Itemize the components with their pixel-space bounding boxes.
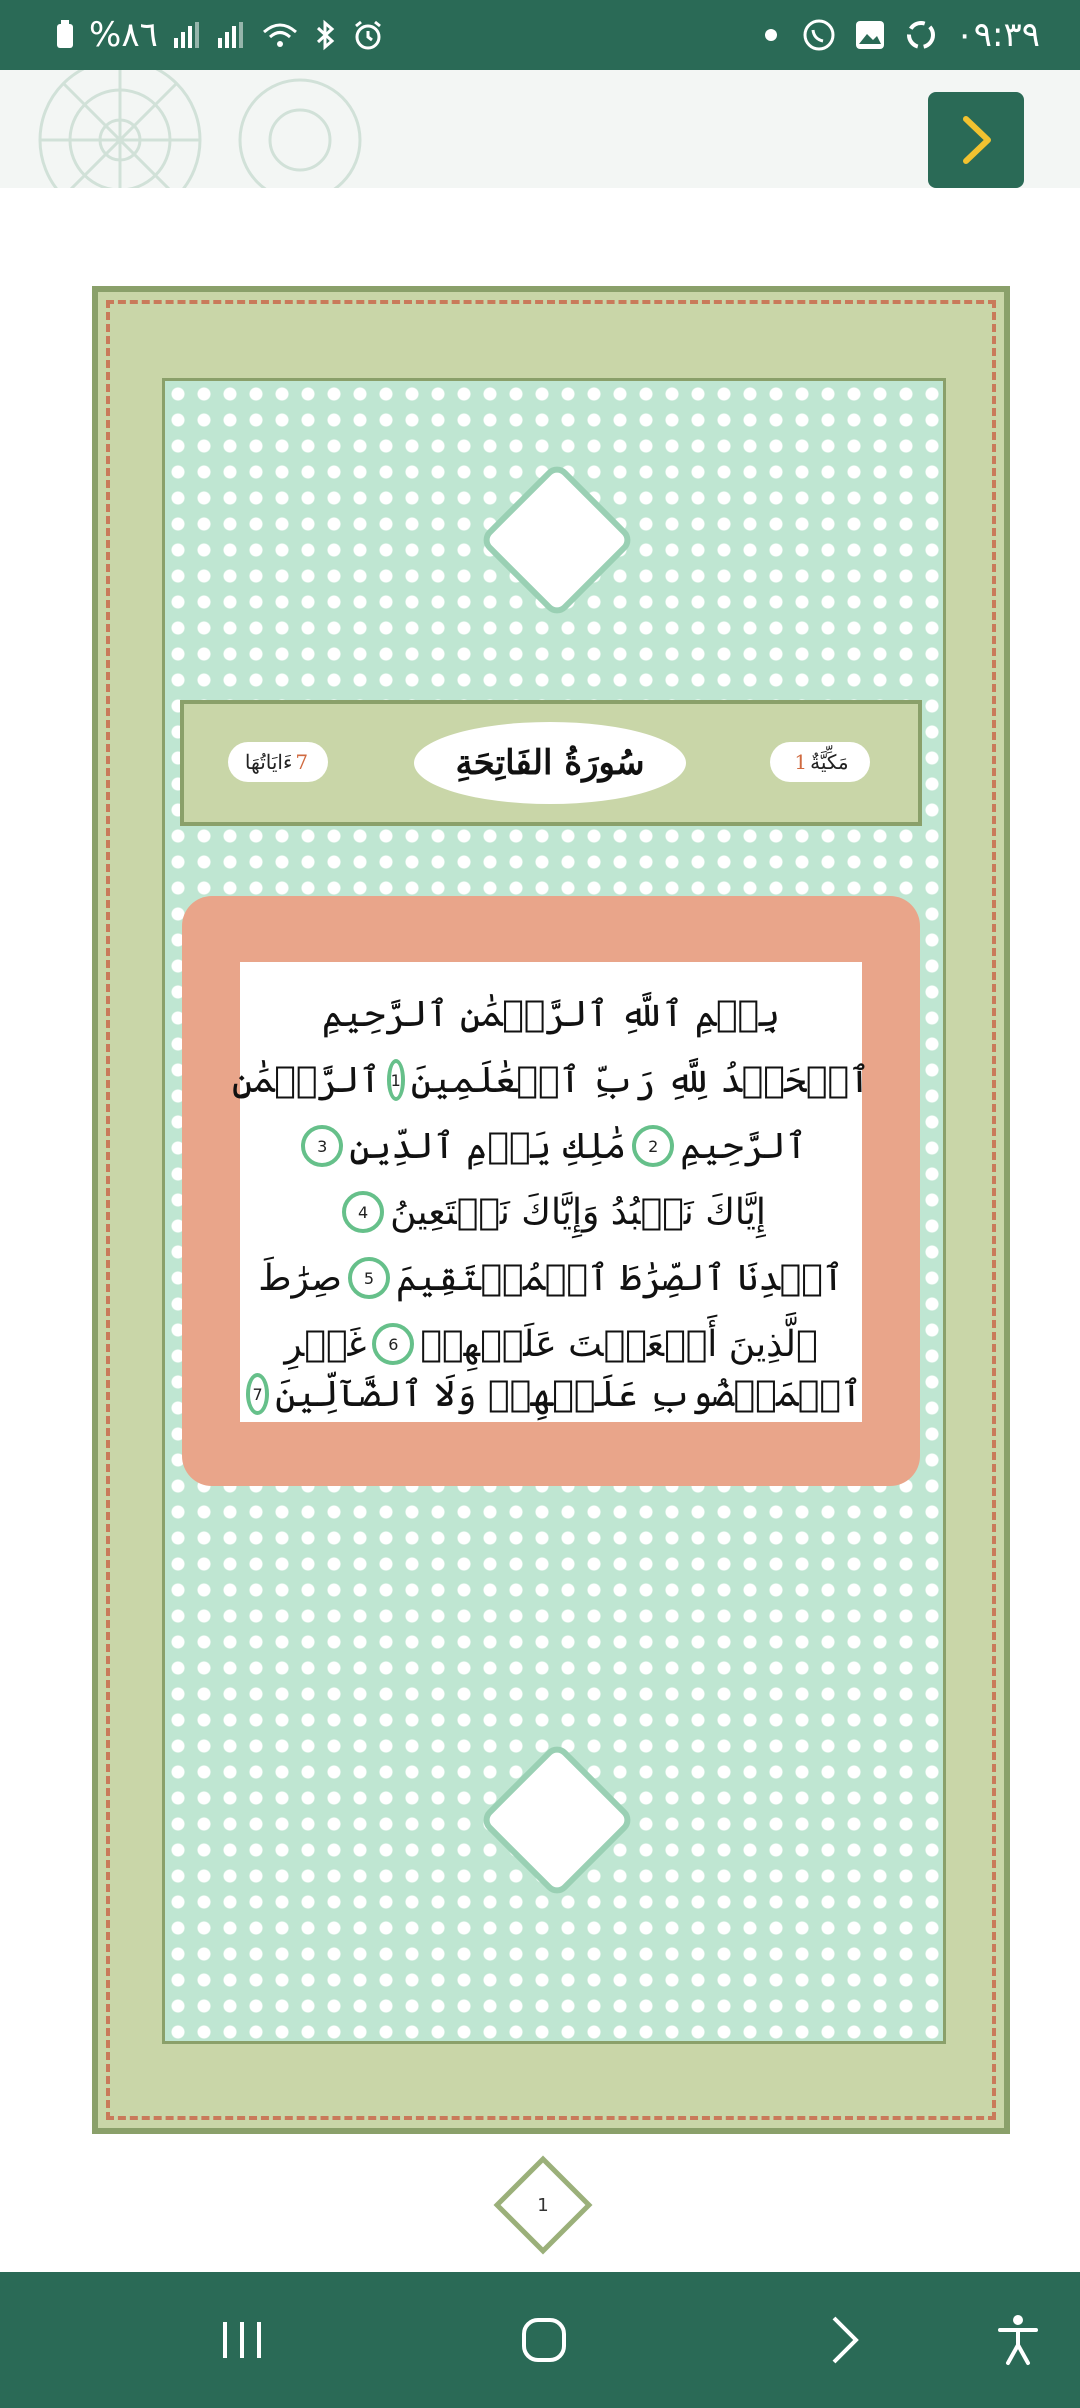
verse-text: ٱلرَّحِيمِ [680,1125,807,1167]
verse-text: ٱهۡدِنَا ٱلصِّرَٰطَ ٱلۡمُسۡتَقِيمَ [395,1257,844,1299]
ayah-number-mark: 3 [301,1125,343,1167]
back-icon [824,2314,864,2366]
bottom-medallion [476,1744,626,1934]
signal-icon [172,15,202,55]
accessibility-icon [996,2313,1040,2367]
ayah-number-mark: 5 [348,1257,390,1299]
verse-text: صِرَٰطَ [258,1257,342,1299]
verse-text: إِيَّاكَ نَعۡبُدُ وَإِيَّاكَ نَسۡتَعِينُ [390,1191,766,1233]
recent-apps-button[interactable] [202,2300,282,2380]
ayah-number-mark: 1 [387,1059,405,1101]
chevron-right-icon [956,113,996,167]
home-button[interactable] [504,2300,584,2380]
header-ornament [0,70,420,188]
header [0,70,1080,188]
verse-text: ٱلۡمَغۡضُوبِ عَلَيۡهِمۡ وَلَا ٱلضَّآلِّينَ [275,1373,862,1415]
bluetooth-icon [314,15,338,55]
ayah-number-mark: 2 [632,1125,674,1167]
verses [231,962,871,1422]
verse-line [240,1354,862,1434]
status-right [765,12,1040,58]
top-medallion [476,464,626,654]
ayah-number-mark: 7 [246,1373,269,1415]
page-number: 1 [537,2194,549,2216]
ayat-count-tag [228,742,328,782]
revelation-number: 1 [794,750,808,774]
verse-box [231,962,871,1422]
verse-text: ٱلرَّحۡمَٰنِ [231,1059,381,1101]
home-icon [519,2315,569,2365]
ayat-label: ءَايَاتُهَا [244,750,293,774]
battery-percent: %٨٦ [89,15,158,55]
verse-text: ٱلَّذِينَ أَنۡعَمۡتَ عَلَيۡهِمۡ [420,1323,818,1365]
whatsapp-icon [801,15,837,55]
verse-text: غَيۡرِ [284,1323,367,1365]
verse-text: مَٰلِكِ يَوۡمِ ٱلدِّينِ [349,1125,627,1167]
next-page-button[interactable] [928,92,1024,188]
sync-icon [903,15,939,55]
ayat-count: 7 [295,750,309,774]
ayah-number-mark: 6 [372,1323,414,1365]
surah-title: سُورَةُ الفَاتِحَةِ [414,722,686,804]
revelation-type: مَكِّيَّةٌ [810,750,849,774]
back-button[interactable] [804,2300,884,2380]
wifi-icon [260,15,300,55]
status-left [55,12,384,58]
signal-icon [216,15,246,55]
ayah-number-mark: 4 [342,1191,384,1233]
clock: ٠٩:٣٩ [955,15,1040,55]
page-number-badge [488,2150,598,2260]
status-bar [0,0,1080,70]
battery-icon [55,15,75,55]
verse-text: بِسۡمِ ٱللَّهِ ٱلرَّحۡمَٰنِ ٱلرَّحِيمِ [321,993,781,1035]
accessibility-button[interactable] [978,2300,1058,2380]
alarm-icon [352,15,384,55]
revelation-tag [770,742,870,782]
surah-header [180,700,922,826]
navigation-bar [0,2272,1080,2408]
dot-icon [765,29,777,41]
recent-apps-icon [217,2318,267,2362]
verse-text: ٱلۡحَمۡدُ لِلَّهِ رَبِّ ٱلۡعَٰلَمِينَ [410,1059,871,1101]
mushaf-page [92,286,1010,2134]
gallery-icon [853,15,887,55]
